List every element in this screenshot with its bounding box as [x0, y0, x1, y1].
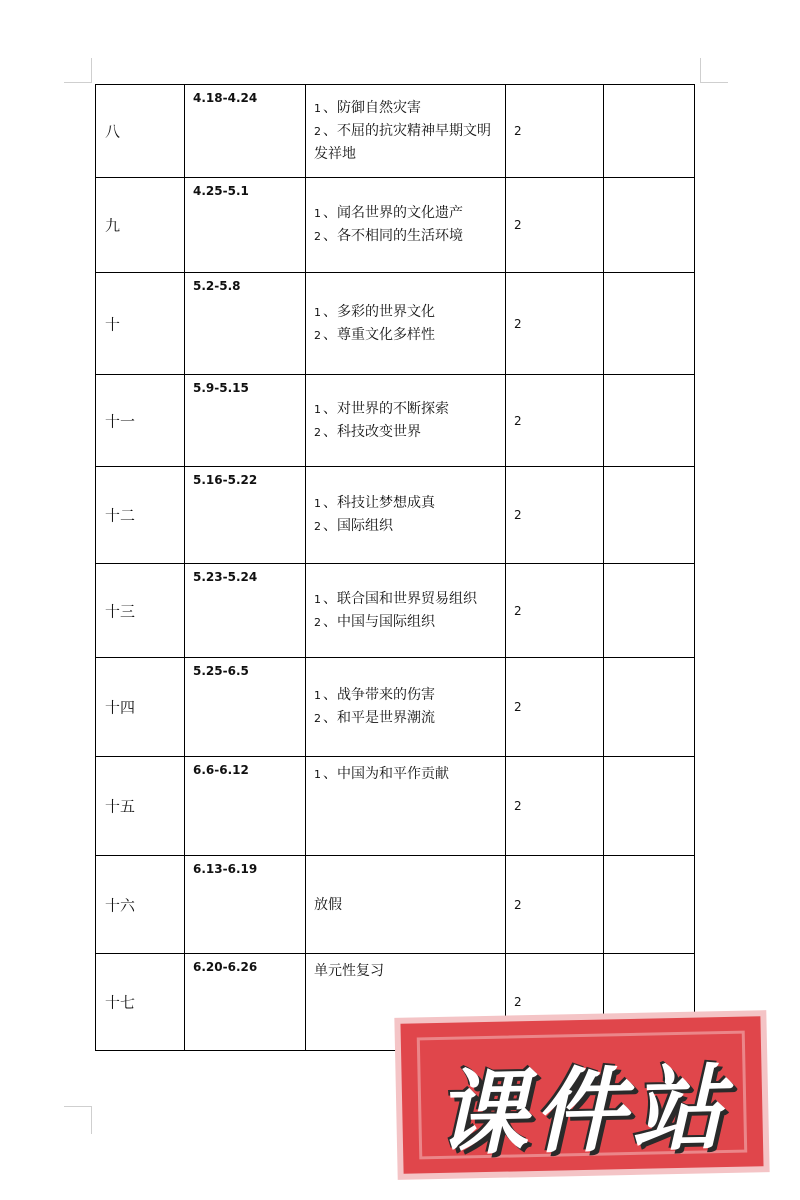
- page-corner-mark: [91, 58, 92, 82]
- lesson-content: [314, 492, 499, 538]
- lesson-number: 1: [314, 689, 321, 702]
- content-cell: [306, 375, 506, 467]
- week-cell: [96, 375, 185, 467]
- page-corner-mark: [700, 58, 701, 82]
- table-row: [96, 375, 695, 467]
- content-cell: [306, 658, 506, 757]
- lesson-number: 1: [314, 402, 321, 416]
- content-cell: [306, 178, 506, 273]
- lesson-number: 1: [314, 305, 321, 319]
- lesson-line: [314, 202, 499, 225]
- week-cell: [96, 856, 185, 954]
- date-range: 5.2-5.8: [193, 279, 241, 293]
- page-corner-mark: [64, 82, 92, 83]
- lesson-content: [314, 97, 499, 165]
- table-row: [96, 564, 695, 658]
- week-cell: [96, 273, 185, 375]
- lesson-text: 、尊重文化多样性: [323, 326, 435, 343]
- lesson-number: 2: [314, 328, 321, 342]
- table-row: [96, 273, 695, 375]
- hours-value: 2: [514, 124, 522, 138]
- week-label: 十七: [105, 993, 136, 1012]
- hours-cell: [506, 273, 604, 375]
- lesson-number: 2: [314, 615, 321, 629]
- note-cell: [604, 85, 695, 178]
- schedule-body: [96, 85, 695, 1051]
- date-range: 4.18-4.24: [193, 91, 258, 105]
- lesson-line: [314, 707, 499, 730]
- content-cell: [306, 757, 506, 856]
- lesson-text: 、科技改变世界: [323, 423, 421, 440]
- lesson-text: 单元性复习: [314, 963, 384, 979]
- hours-cell: [506, 564, 604, 658]
- hours-value: 2: [514, 218, 522, 232]
- lesson-line: [314, 515, 499, 538]
- week-label: 十三: [105, 602, 136, 620]
- lesson-number: 2: [314, 230, 321, 243]
- hours-cell: [506, 467, 604, 564]
- lesson-line: [314, 492, 499, 515]
- lesson-number: 2: [314, 425, 321, 439]
- table-row: [96, 757, 695, 856]
- week-label: 十一: [105, 412, 136, 430]
- lesson-text: 、中国为和平作贡献: [323, 766, 449, 782]
- week-label: 九: [105, 216, 121, 235]
- note-cell: [604, 856, 695, 954]
- lesson-line: [314, 894, 499, 916]
- hours-value: 2: [514, 508, 522, 522]
- lesson-line: [314, 960, 499, 982]
- date-range: 5.23-5.24: [193, 570, 258, 584]
- lesson-number: 1: [314, 102, 321, 115]
- lesson-text: 、不屈的抗灾精神早期文明发祥地: [314, 123, 491, 162]
- date-cell: [185, 658, 306, 757]
- hours-value: 2: [514, 799, 522, 813]
- lesson-number: 2: [314, 125, 321, 138]
- table-row: [96, 85, 695, 178]
- note-cell: [604, 273, 695, 375]
- date-cell: [185, 85, 306, 178]
- table-row: [96, 658, 695, 757]
- lesson-text: 、多彩的世界文化: [323, 303, 435, 320]
- lesson-text: 、和平是世界潮流: [323, 710, 435, 726]
- lesson-text: 、防御自然灾害: [323, 100, 421, 116]
- table-row: [96, 467, 695, 564]
- lesson-line: [314, 120, 499, 165]
- lesson-text: 放假: [314, 896, 342, 913]
- lesson-text: 、各不相同的生活环境: [323, 228, 463, 244]
- date-cell: [185, 375, 306, 467]
- date-cell: [185, 467, 306, 564]
- lesson-number: 2: [314, 712, 321, 725]
- lesson-content: [314, 763, 499, 786]
- note-cell: [604, 564, 695, 658]
- content-cell: [306, 564, 506, 658]
- watermark-stamp: [400, 1016, 763, 1174]
- hours-cell: [506, 757, 604, 856]
- hours-value: 2: [514, 603, 522, 618]
- lesson-line: [314, 324, 499, 347]
- lesson-content: [314, 684, 499, 730]
- week-cell: [96, 564, 185, 658]
- note-cell: [604, 658, 695, 757]
- lesson-text: 、国际组织: [323, 518, 393, 534]
- note-cell: [604, 757, 695, 856]
- lesson-content: [314, 894, 499, 916]
- schedule-table: [95, 84, 695, 1051]
- page-corner-mark: [64, 1106, 92, 1107]
- lesson-line: [314, 301, 499, 324]
- lesson-content: [314, 202, 499, 248]
- content-cell: [306, 467, 506, 564]
- hours-cell: [506, 658, 604, 757]
- date-range: 6.13-6.19: [193, 862, 258, 876]
- hours-value: 2: [514, 700, 522, 714]
- lesson-line: [314, 763, 499, 786]
- week-cell: [96, 658, 185, 757]
- week-label: 十五: [105, 797, 136, 816]
- lesson-number: 2: [314, 520, 321, 533]
- note-cell: [604, 178, 695, 273]
- lesson-text: 、对世界的不断探索: [323, 400, 449, 417]
- lesson-number: 1: [314, 592, 321, 606]
- week-label: 十二: [105, 506, 136, 525]
- lesson-line: [314, 588, 499, 611]
- week-label: 十六: [105, 896, 136, 914]
- lesson-line: [314, 225, 499, 248]
- page-corner-mark: [700, 82, 728, 83]
- lesson-content: [314, 588, 499, 634]
- date-range: 6.20-6.26: [193, 960, 258, 974]
- week-cell: [96, 85, 185, 178]
- hours-value: 2: [514, 316, 522, 331]
- week-cell: [96, 467, 185, 564]
- page-corner-mark: [91, 1106, 92, 1134]
- lesson-text: 、科技让梦想成真: [323, 495, 435, 511]
- lesson-text: 、战争带来的伤害: [323, 687, 435, 703]
- lesson-line: [314, 97, 499, 120]
- date-cell: [185, 757, 306, 856]
- date-range: 6.6-6.12: [193, 763, 249, 777]
- note-cell: [604, 375, 695, 467]
- date-cell: [185, 564, 306, 658]
- lesson-number: 1: [314, 497, 321, 510]
- date-cell: [185, 273, 306, 375]
- date-range: 4.25-5.1: [193, 184, 249, 198]
- date-range: 5.25-6.5: [193, 664, 249, 678]
- date-cell: [185, 178, 306, 273]
- note-cell: [604, 467, 695, 564]
- lesson-line: [314, 421, 499, 444]
- date-cell: [185, 856, 306, 954]
- week-label: 十: [105, 315, 121, 333]
- hours-cell: [506, 375, 604, 467]
- content-cell: [306, 85, 506, 178]
- week-cell: [96, 757, 185, 856]
- content-cell: [306, 856, 506, 954]
- lesson-line: [314, 684, 499, 707]
- lesson-text: 、闻名世界的文化遗产: [323, 205, 463, 221]
- hours-cell: [506, 856, 604, 954]
- week-cell: [96, 954, 185, 1051]
- lesson-content: [314, 301, 499, 347]
- lesson-line: [314, 611, 499, 634]
- table-row: [96, 178, 695, 273]
- hours-cell: [506, 178, 604, 273]
- lesson-text: 、中国与国际组织: [323, 613, 435, 630]
- hours-value: 2: [514, 995, 522, 1009]
- lesson-content: [314, 960, 499, 982]
- date-range: 5.16-5.22: [193, 473, 258, 487]
- date-range: 5.9-5.15: [193, 381, 249, 395]
- week-cell: [96, 178, 185, 273]
- content-cell: [306, 273, 506, 375]
- week-label: 八: [105, 122, 121, 141]
- lesson-number: 1: [314, 207, 321, 220]
- hours-value: 2: [514, 413, 522, 428]
- date-cell: [185, 954, 306, 1051]
- hours-cell: [506, 85, 604, 178]
- hours-value: 2: [514, 897, 522, 912]
- week-label: 十四: [105, 698, 136, 717]
- lesson-number: 1: [314, 768, 321, 781]
- table-row: [96, 856, 695, 954]
- watermark-text: 课件站: [434, 1054, 731, 1169]
- lesson-text: 、联合国和世界贸易组织: [323, 590, 477, 607]
- lesson-line: [314, 398, 499, 421]
- lesson-content: [314, 398, 499, 444]
